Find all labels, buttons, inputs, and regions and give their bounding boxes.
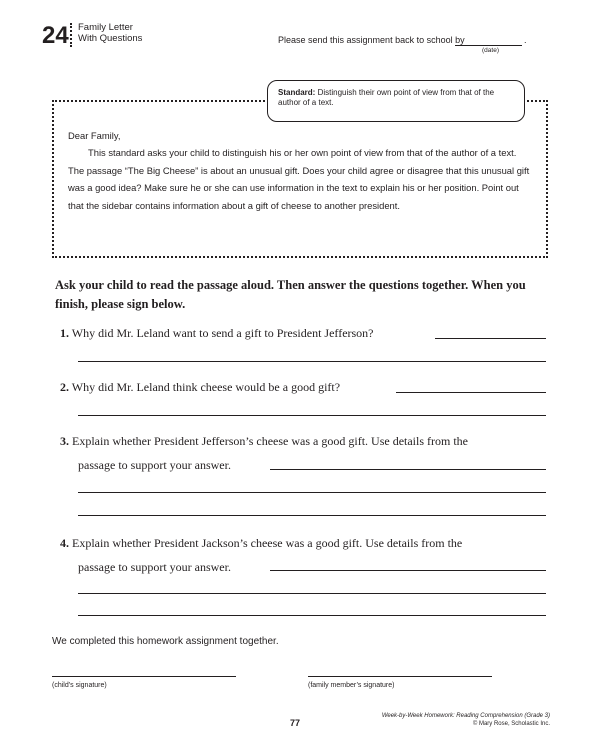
child-signature-label: (child’s signature) <box>52 682 107 689</box>
answer-line[interactable] <box>270 469 546 470</box>
family-letter <box>68 127 530 214</box>
family-signature-field[interactable] <box>308 676 492 677</box>
question-text: Why did Mr. Leland want to send a gift to President Jefferson? <box>71 326 374 340</box>
question-4-line2: passage to support your answer. <box>78 560 231 574</box>
question-text: Explain whether President Jefferson’s cheese was a good gift. Use details from the <box>72 434 468 448</box>
credit-copyright: © Mary Rose, Scholastic Inc. <box>472 720 550 727</box>
header-divider <box>70 23 72 47</box>
answer-line[interactable] <box>396 392 546 393</box>
lesson-title-line2: With Questions <box>78 33 143 44</box>
credit <box>380 713 550 728</box>
child-signature-field[interactable] <box>52 676 236 677</box>
letter-body: This standard asks your child to distinguish his or her own point of view from that of the author of a text. The passage “The Big Cheese” is about an unusual gift. Does your child agree or disagree that this unusual gift was a good idea? Make sure he or she can use information in the text to explain his or her position. Point out that the sidebar contains information about a gift of cheese to another president. <box>68 147 530 211</box>
question-3 <box>60 433 468 449</box>
question-text: Why did Mr. Leland think cheese would be a good gift? <box>71 380 341 394</box>
date-label: (date) <box>482 47 499 54</box>
letter-greeting: Dear Family, <box>68 130 121 141</box>
lesson-title-line1: Family Letter <box>78 22 133 33</box>
answer-line[interactable] <box>435 338 546 339</box>
page-number: 77 <box>290 718 301 728</box>
standard-text: Distinguish their own point of view from that of the author of a text. <box>278 88 495 107</box>
question-number: 3. <box>60 434 69 448</box>
family-signature-label: (family member’s signature) <box>308 682 395 689</box>
question-number: 1. <box>60 326 69 340</box>
question-text: Explain whether President Jackson’s cheese was a good gift. Use details from the <box>72 536 463 550</box>
answer-line[interactable] <box>78 615 546 616</box>
send-back-text: Please send this assignment back to school by <box>278 35 465 45</box>
completed-statement: We completed this homework assignment together. <box>52 636 279 647</box>
answer-line[interactable] <box>78 515 546 516</box>
answer-line[interactable] <box>270 570 546 571</box>
standard-label: Standard: <box>278 88 316 97</box>
date-period: . <box>524 35 527 45</box>
lesson-title <box>78 22 142 44</box>
standard-callout <box>267 80 525 122</box>
date-field[interactable] <box>455 45 522 46</box>
instructions: Ask your child to read the passage aloud. Then answer the questions together. When you finish, please sign below. <box>55 278 526 311</box>
question-number: 4. <box>60 536 69 550</box>
question-1 <box>60 325 374 341</box>
answer-line[interactable] <box>78 361 546 362</box>
answer-line[interactable] <box>78 593 546 594</box>
question-3-line2: passage to support your answer. <box>78 458 231 472</box>
question-number: 2. <box>60 380 69 394</box>
lesson-number: 24 <box>42 22 69 49</box>
question-2 <box>60 379 340 395</box>
question-4 <box>60 535 462 551</box>
answer-line[interactable] <box>78 492 546 493</box>
answer-line[interactable] <box>78 415 546 416</box>
credit-title: Week-by-Week Homework: Reading Comprehension (Grade 3) <box>381 713 550 719</box>
